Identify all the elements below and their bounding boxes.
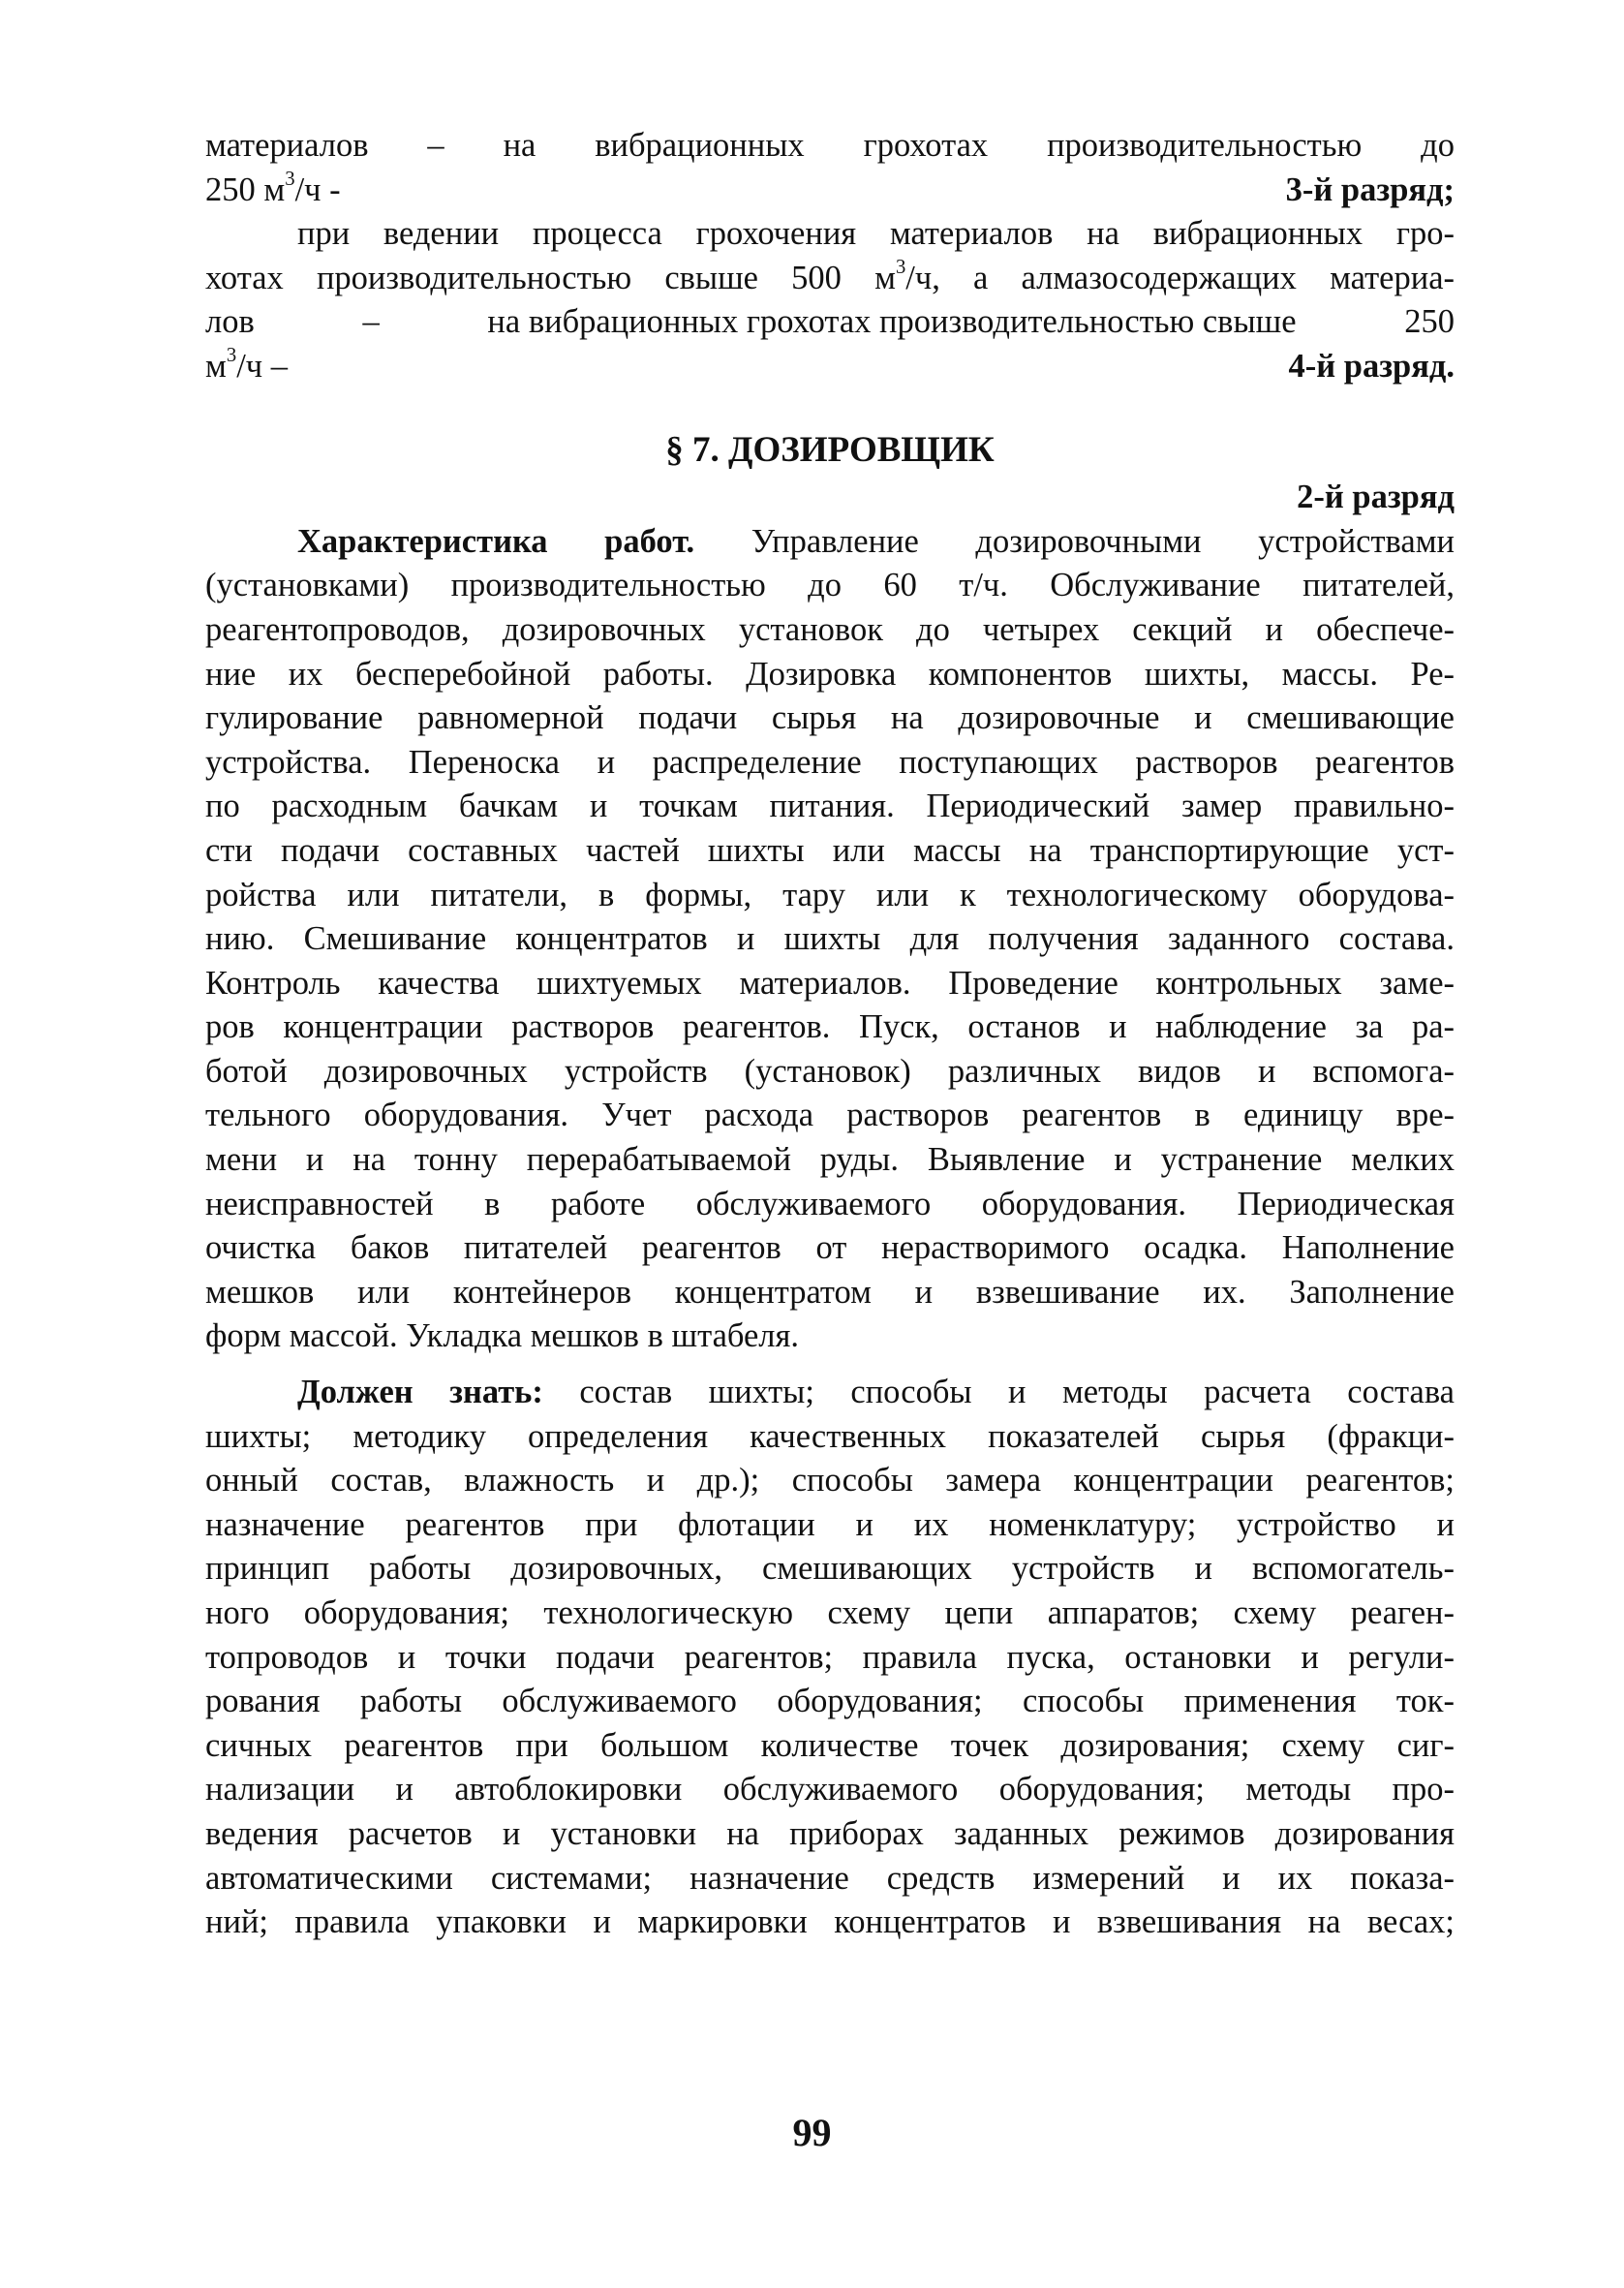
paragraph-line: назначение реагентов при флотации и их номенклатуру; устройство и: [205, 1505, 1455, 1543]
paragraph-line: устройства. Переноска и распределение поступающих растворов реагентов: [205, 743, 1455, 781]
paragraph-line: сти подачи составных частей шихты или массы на транспортирующие уст-: [205, 831, 1455, 869]
paragraph-line: ройства или питатели, в формы, тару или к технологическому оборудова-: [205, 876, 1455, 913]
characteristics-label: Характеристика работ.: [297, 522, 695, 560]
paragraph-line: автоматическими системами; назначение средств измерений и их показа-: [205, 1859, 1455, 1897]
word: вибрационных: [595, 127, 805, 164]
paragraph-line: шихты; методику определения качественных показателей сырья (фракци-: [205, 1417, 1455, 1455]
text-line-2: [205, 169, 1455, 213]
text-line-4: хотах производительностью свыше 500 $м^3/ч$, а алмазосодержащих материа-: [205, 257, 1455, 296]
text-line-5: лов – на вибрационных грохотах производительностью свыше 250: [205, 303, 1455, 341]
paragraph-line: нию. Смешивание концентратов и шихты для получения заданного состава.: [205, 920, 1455, 958]
word: на: [503, 127, 536, 164]
text-line-1: [205, 124, 1455, 169]
paragraph-line: форм массой. Укладка мешков в штабеля.: [205, 1317, 799, 1355]
paragraph-line: Контроль качества шихтуемых материалов. Проведение контрольных заме-: [205, 964, 1455, 1002]
text-line-3: при ведении процесса грохочения материалов на вибрационных гро-: [297, 215, 1455, 253]
section-grade: 2-й разряд: [1297, 479, 1455, 516]
paragraph-line: нализации и автоблокировки обслуживаемого оборудования; методы про-: [205, 1771, 1455, 1809]
page-number: 99: [792, 2111, 832, 2154]
paragraph-line: рования работы обслуживаемого оборудования; способы применения ток-: [205, 1683, 1455, 1720]
paragraph-line: ботой дозировочных устройств (установок) различных видов и вспомога-: [205, 1052, 1455, 1090]
paragraph-line: Характеристика работ. Управление дозировочными устройствами: [297, 522, 1455, 560]
paragraph-line: ние их бесперебойной работы. Дозировка компонентов шихты, массы. Ре-: [205, 655, 1455, 693]
paragraph-line: (установками) производительностью до 60 т/ч. Обслуживание питателей,: [205, 567, 1455, 604]
paragraph-line: онный состав, влажность и др.); способы замера концентрации реагентов;: [205, 1462, 1455, 1500]
word: грохотах: [863, 127, 989, 164]
paragraph-line: сичных реагентов при большом количестве точек дозирования; схему сиг-: [205, 1726, 1455, 1764]
paragraph-line: ний; правила упаковки и маркировки концентратов и взвешивания на весах;: [205, 1903, 1455, 1941]
paragraph-line: мени и на тонну перерабатываемой руды. Выявление и устранение мелких: [205, 1141, 1455, 1179]
grade-label: 4-й разряд.: [1288, 347, 1455, 385]
word: до: [1421, 127, 1455, 164]
text-line-6: [205, 345, 1455, 389]
word: производительностью: [1047, 127, 1363, 164]
capacity-label: 250 $м^3/ч$ -: [205, 169, 341, 208]
paragraph-line: топроводов и точки подачи реагентов; правила пуска, остановки и регули-: [205, 1638, 1455, 1676]
paragraph-line: Должен знать: состав шихты; способы и методы расчета состава: [297, 1374, 1455, 1411]
paragraph-line: по расходным бачкам и точкам питания. Периодический замер правильно-: [205, 788, 1455, 825]
paragraph-line: ведения расчетов и установки на приборах заданных режимов дозирования: [205, 1814, 1455, 1852]
capacity-label: $м^3/ч$ –: [205, 345, 288, 385]
paragraph-line: ного оборудования; технологическую схему цепи аппаратов; схему реаген-: [205, 1594, 1455, 1631]
paragraph-line: неисправностей в работе обслуживаемого оборудования. Периодическая: [205, 1185, 1455, 1222]
word: материалов: [205, 127, 369, 164]
characteristics-paragraph: [205, 520, 1455, 1359]
word: –: [427, 127, 444, 164]
document-page: [205, 124, 1455, 1945]
paragraph-line: мешков или контейнеров концентратом и взвешивание их. Заполнение: [205, 1273, 1455, 1311]
grade-label: 3-й разряд;: [1285, 170, 1455, 208]
paragraph-line: тельного оборудования. Учет расхода растворов реагентов в единицу вре-: [205, 1097, 1455, 1134]
paragraph-line: гулирование равномерной подачи сырья на дозировочные и смешивающие: [205, 699, 1455, 737]
paragraph-line: очистка баков питателей реагентов от нерастворимого осадка. Наполнение: [205, 1229, 1455, 1267]
paragraph-line: принцип работы дозировочных, смешивающих устройств и вспомогатель-: [205, 1550, 1455, 1588]
knowledge-paragraph: [205, 1371, 1455, 1945]
knowledge-label: Должен знать:: [297, 1374, 543, 1411]
paragraph-line: ров концентрации растворов реагентов. Пуск, останов и наблюдение за ра-: [205, 1008, 1455, 1046]
section-title: § 7. ДОЗИРОВЩИК: [665, 429, 995, 470]
paragraph-line: реагентопроводов, дозировочных установок до четырех секций и обеспече-: [205, 610, 1455, 648]
